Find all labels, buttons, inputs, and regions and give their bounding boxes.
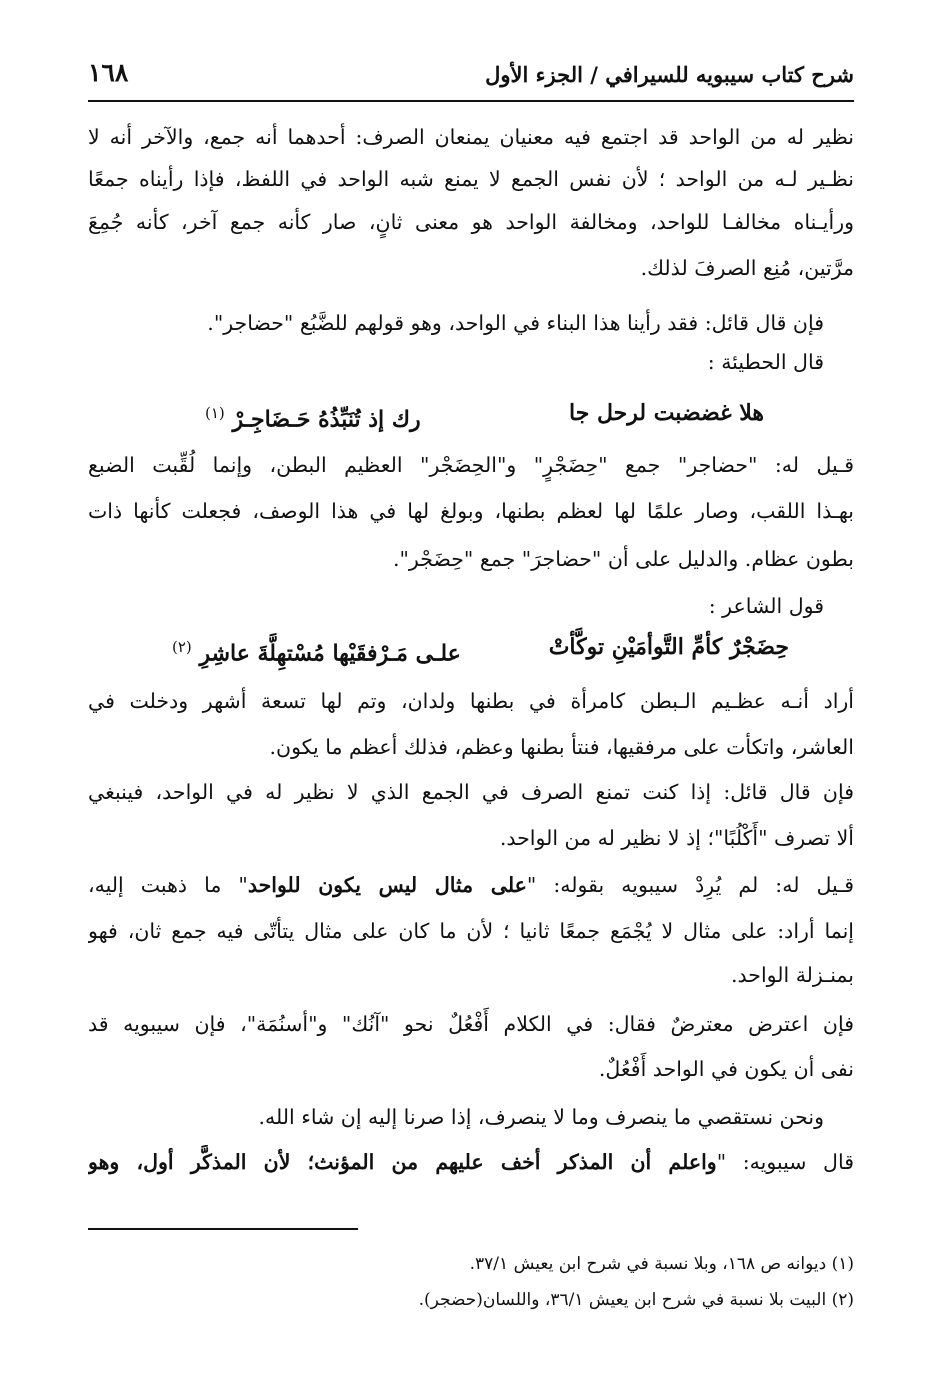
footnote-marker: (٢) xyxy=(172,638,192,656)
running-header xyxy=(88,52,854,102)
header-title: شرح كتاب سيبويه للسيرافي / الجزء الأول xyxy=(485,62,854,87)
footnote-separator xyxy=(88,1228,358,1230)
body-line: أراد أنـه عظـيم الـبطن كامرأة في بطنها ولدان، وتم لها تسعة أشهر ودخلت في xyxy=(88,689,854,713)
body-line: بمنـزلة الواحد. xyxy=(731,963,854,987)
body-line: بطون عظام. والدليل على أن "حضاجرَ" جمع "حِضَجْر". xyxy=(392,547,854,571)
body-line: نظـير لـه من الواحد ؛ لأن نفس الجمع لا يمنع شبه الواحد في اللفظ، فإذا رأيناه جمعًا xyxy=(88,167,854,191)
body-line: فإن قال قائل: إذا كنت تمنع الصرف في الجمع الذي لا نظير له في الواحد، فينبغي xyxy=(88,780,854,804)
body-line: العاشر، واتكأت على مرفقيها، فنتأ بطنها وعظم، فذلك أعظم ما يكون. xyxy=(269,735,854,759)
page-number: ١٦٨ xyxy=(88,58,129,87)
body-line: قـيل له: لم يُرِدْ سيبويه بقوله: "على مثال ليس يكون للواحد" ما ذهبت إليه، xyxy=(88,873,854,897)
quoted-text: على مثال ليس يكون للواحد xyxy=(247,873,527,897)
footnote-marker: (١) xyxy=(205,404,225,422)
body-line: إنما أراد: على مثال لا يُجْمَع جمعًا ثانيا ؛ لأن ما كان على مثال يتأتّى فيه جمع ثان، فهو xyxy=(88,919,854,943)
verse-2-first-hemistich: حِضَجْرٌ كأمِّ التَّوأمَيْنِ توكَّأتْ xyxy=(548,634,789,660)
body-line: ألا تصرف "أَكْلُبًا"؛ إذ لا نظير له من الواحد. xyxy=(499,826,854,850)
body-line: ورأيـناه مخالفـا للواحد، ومخالفة الواحد هو معنى ثانٍ، صار كأنه جمع آخر، كأنه جُمِعَ xyxy=(88,210,854,234)
body-line: فإن قال قائل: فقد رأينا هذا البناء في الواحد، وهو قولهم للضَّبُع "حضاجر". xyxy=(207,311,824,335)
body-line: قـيل له: "حضاجر" جمع "حِضَجْرٍ" و"الحِضَجْر" العظيم البطن، وإنما لُقِّبت الضبع xyxy=(88,453,854,477)
body-line: ونحن نستقصي ما ينصرف وما لا ينصرف، إذا صرنا إليه إن شاء الله. xyxy=(258,1105,824,1129)
verse-1-second-hemistich: رك إذ تُنَبِّذُهُ حَـضَاجِـرْ $^{(١)}$ xyxy=(205,404,421,433)
body-line: نفى أن يكون في الواحد أَفْعُلٌ. xyxy=(598,1057,854,1081)
footnote-1: (١) ديوانه ص ١٦٨، وبلا نسبة في شرح ابن يعيش ٣٧/١. xyxy=(469,1254,854,1274)
poet-attribution: قال الحطيئة : xyxy=(707,350,824,374)
verse-2-second-hemistich: علـى مَـرْفقَيْها مُسْتهِلَّةَ عاشِرِ $^{(٢)}$ xyxy=(172,638,461,667)
body-line: فإن اعترض معترضٌ فقال: في الكلام أَفْعُلٌ نحو "آنُك" و"أسنُمَة"، فإن سيبويه قد xyxy=(88,1012,854,1036)
poet-attribution: قول الشاعر : xyxy=(708,594,824,618)
quoted-text: واعلم أن المذكر أخف عليهم من المؤنث؛ لأن المذكَّر أول، وهو xyxy=(88,1150,717,1174)
verse-1-first-hemistich: هلا غضضبت لرحل جا xyxy=(568,400,764,426)
body-line: قال سيبويه: "واعلم أن المذكر أخف عليهم من المؤنث؛ لأن المذكَّر أول، وهو xyxy=(88,1150,854,1174)
body-line: بهـذا اللقب، وصار علمًا لها لعظم بطنها، وبولغ لها في هذا الوصف، فجعلت كأنها ذات xyxy=(88,499,854,523)
body-line: نظير له من الواحد قد اجتمع فيه معنيان يمنعان الصرف: أحدهما أنه جمع، والآخر أنه لا xyxy=(88,125,854,149)
body-line: مرَّتين، مُنِع الصرفَ لذلك. xyxy=(640,256,854,280)
footnote-2: (٢) البيت بلا نسبة في شرح ابن يعيش ٣٦/١، واللسان(حضجر). xyxy=(418,1290,854,1310)
